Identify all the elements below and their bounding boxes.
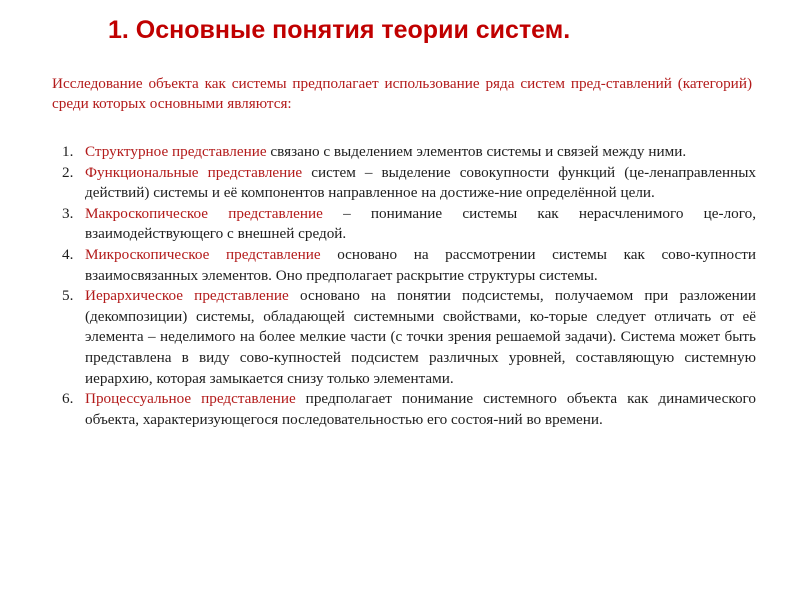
- item-term: Иерархическое представление: [85, 287, 289, 305]
- item-number: 2.: [62, 163, 74, 181]
- list-item: [62, 286, 756, 389]
- item-text: предполагает понимание системного объекта как динамического объекта, характеризующегося последовательностью его состоя-ний во времени.: [85, 390, 756, 428]
- item-number: 3.: [62, 204, 74, 222]
- item-text: основано на понятии подсистемы, получаемом при разложении (декомпозиции) системы, обладающей системными свойствами, ко-торые следует отличать от её элемента – неделимого на более мелкие части (с точки зрения решаемой задачи). Система может быть представлена в виду сово-купностей подсистем различных уровней, составляющую системную иерархию, которая замыкается снизу только элементами.: [85, 287, 756, 387]
- item-term: Функциональные представление: [85, 163, 303, 181]
- item-term: Макроскопическое представление: [85, 204, 323, 222]
- item-number: 6.: [62, 390, 74, 408]
- list-item: [62, 163, 756, 204]
- item-text: связано с выделением элементов системы и связей между ними.: [266, 143, 687, 160]
- item-text: основано на рассмотрении системы как сово-купности взаимосвязанных элементов. Оно предполагает раскрытие структуры системы.: [85, 245, 756, 284]
- item-text: – понимание системы как нерасчленимого це-лого, взаимодействующего с внешней средой.: [85, 204, 757, 243]
- list-item: [62, 142, 756, 163]
- item-number: 1.: [62, 143, 74, 160]
- intro-paragraph: Исследование объекта как системы предполагает использование ряда систем пред-ставлений (категорий) среди которых основными являются:: [52, 75, 752, 112]
- item-text: систем – выделение совокупности функций (це-ленаправленных действий) системы и её компонентов направленное на достиже-ние определённой цели.: [85, 163, 756, 202]
- concepts-list: [62, 142, 756, 430]
- item-number: 4.: [62, 245, 74, 263]
- item-term: Структурное представление: [85, 143, 267, 160]
- item-term: Процессуальное представление: [85, 390, 296, 408]
- list-item: [62, 389, 756, 430]
- item-number: 5.: [62, 287, 74, 305]
- list-item: [62, 204, 756, 245]
- slide-title: 1. Основные понятия теории систем.: [108, 16, 571, 44]
- item-term: Микроскопическое представление: [85, 245, 321, 263]
- list-item: [62, 245, 756, 286]
